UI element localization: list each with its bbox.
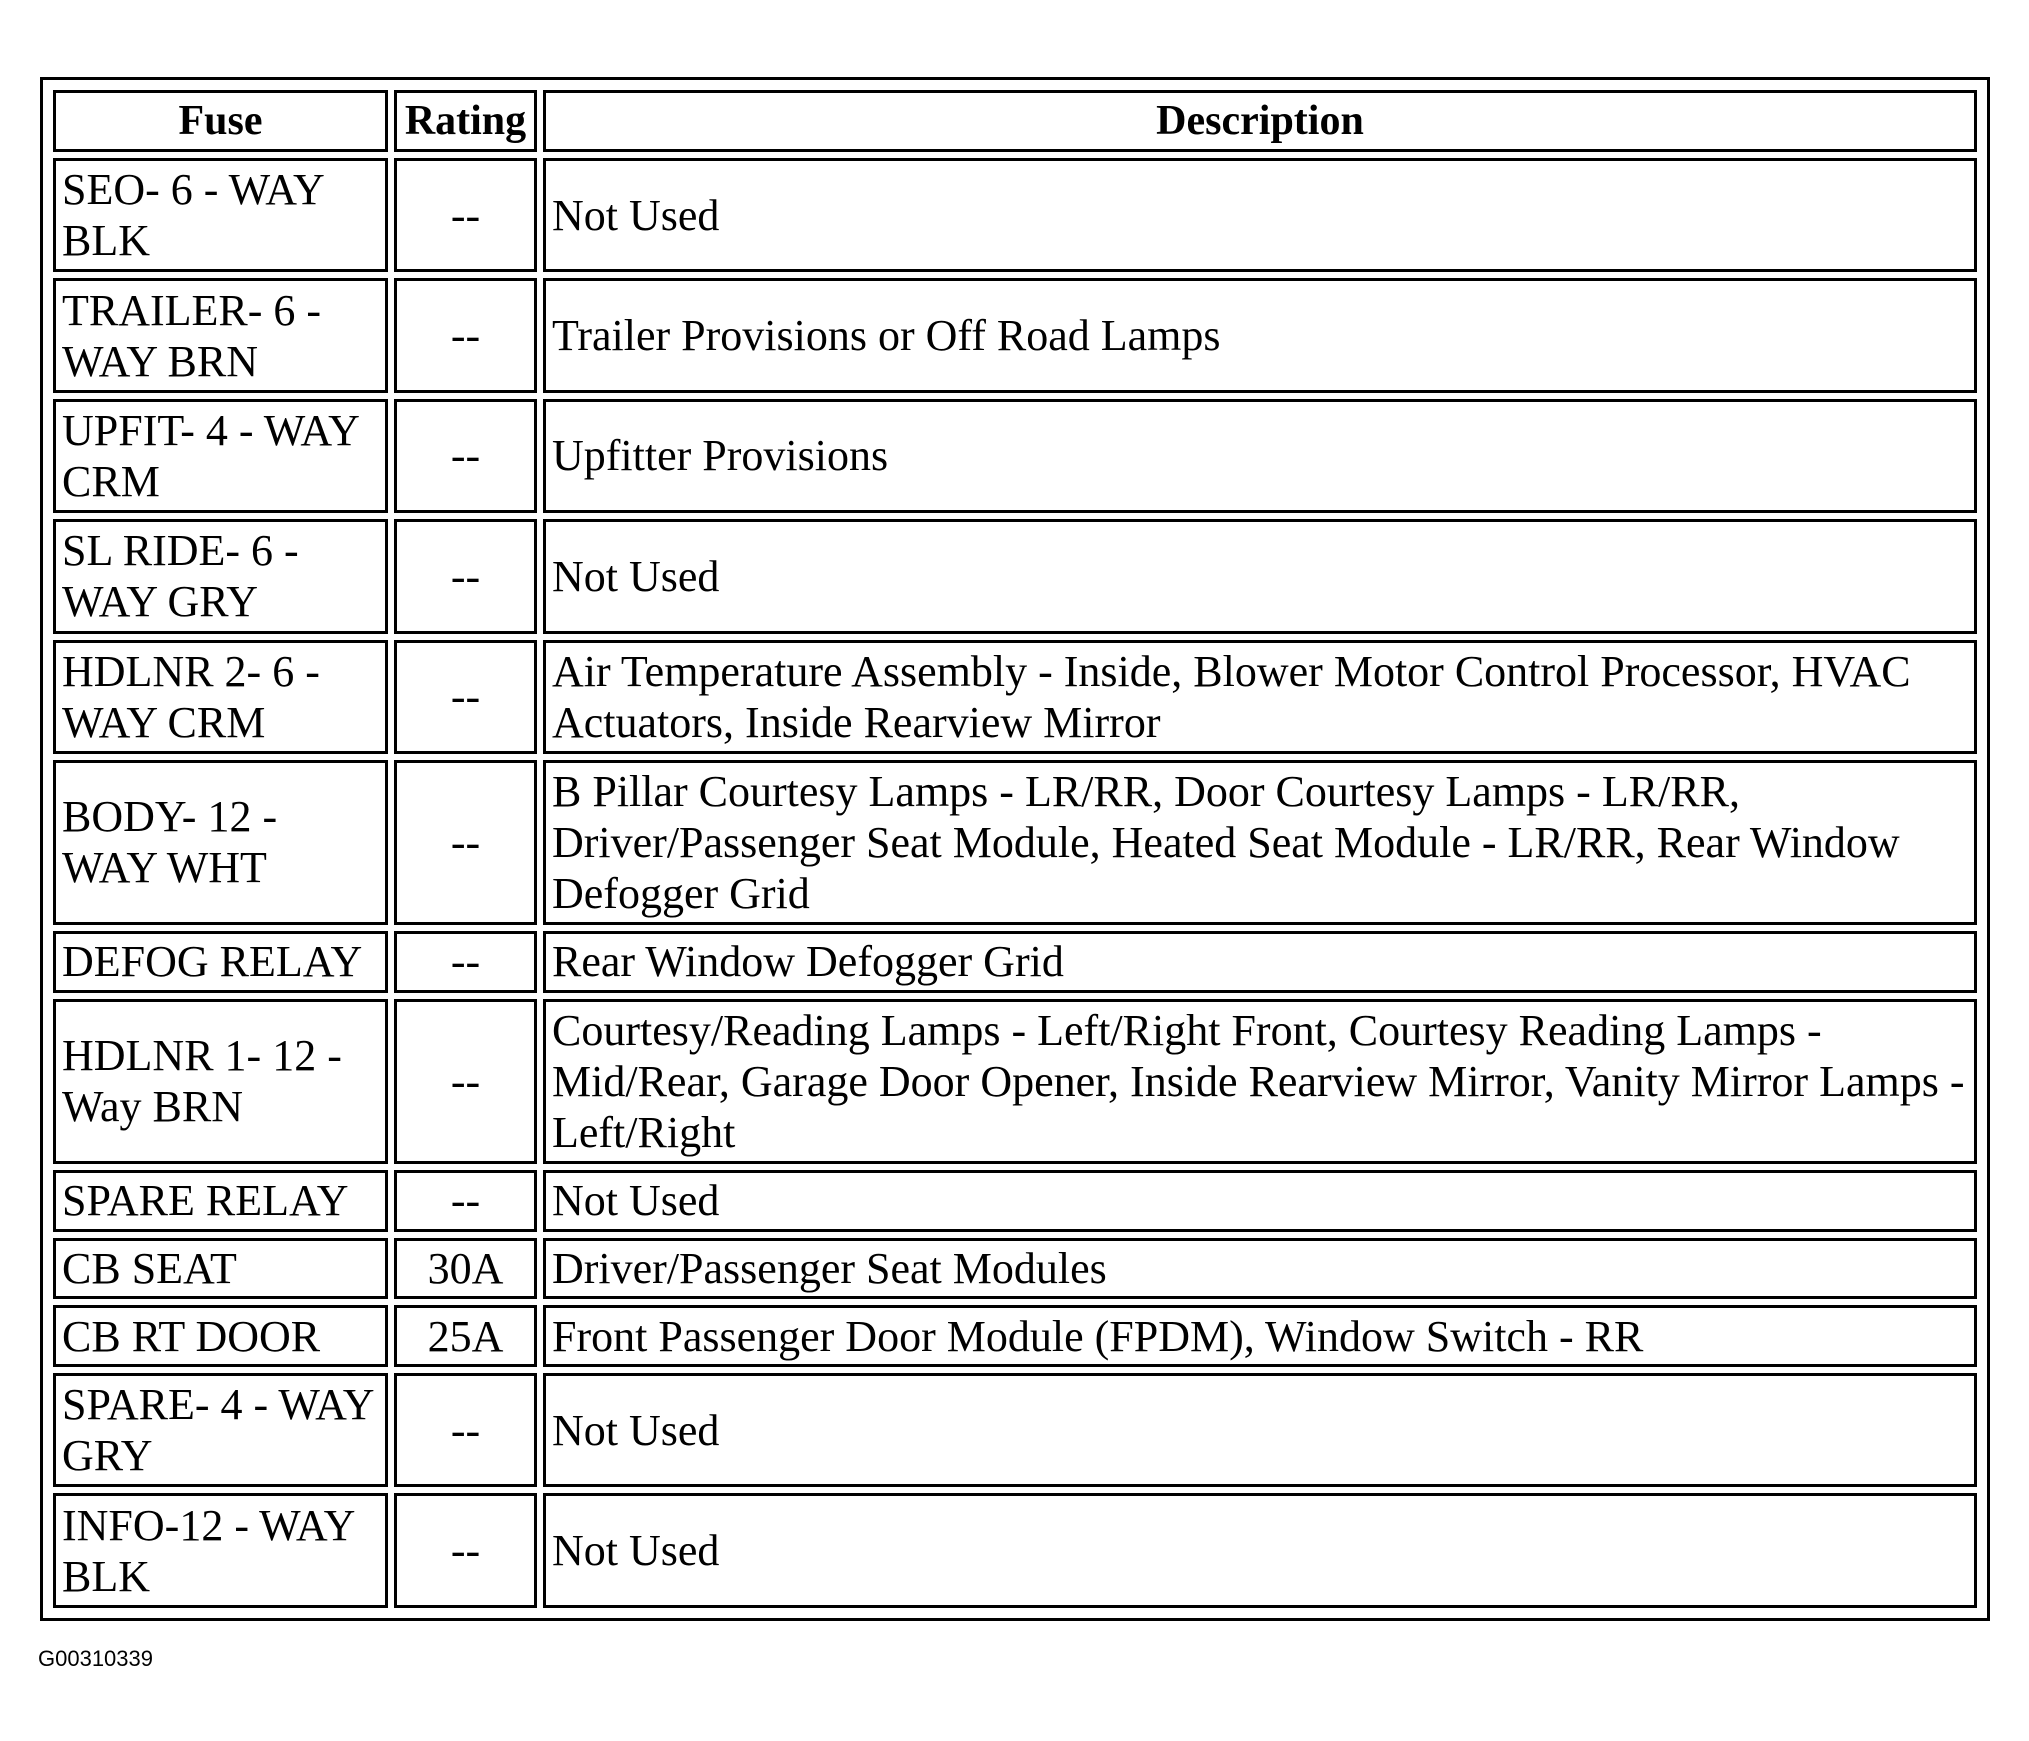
description-cell: Air Temperature Assembly - Inside, Blower Motor Control Processor, HVAC Actuators, Inside Rearview Mirror [543,640,1977,754]
description-cell: Not Used [543,1493,1977,1608]
rating-cell: -- [394,1373,537,1487]
fuse-table [47,84,1983,1614]
rating-cell: -- [394,1493,537,1608]
rating-cell: -- [394,1170,537,1232]
description-cell: Upfitter Provisions [543,399,1977,513]
description-cell: Rear Window Defogger Grid [543,931,1977,993]
fuse-cell: SL RIDE- 6 - WAY GRY [53,519,388,633]
description-cell: Courtesy/Reading Lamps - Left/Right Front, Courtesy Reading Lamps - Mid/Rear, Garage Door Opener, Inside Rearview Mirror, Vanity Mirror Lamps - Left/Right [543,999,1977,1164]
rating-cell: -- [394,278,537,392]
table-row [53,931,1977,993]
fuse-cell: CB RT DOOR [53,1305,388,1367]
fuse-cell: CB SEAT [53,1238,388,1300]
rating-cell: -- [394,931,537,993]
rating-cell: -- [394,640,537,754]
figure-id: G00310339 [38,1646,153,1671]
description-cell: Not Used [543,158,1977,272]
rating-cell: -- [394,519,537,633]
table-row [53,519,1977,633]
rating-cell: -- [394,999,537,1164]
fuse-cell: BODY- 12 - WAY WHT [53,760,388,925]
fuse-cell: INFO-12 - WAY BLK [53,1493,388,1608]
table-row [53,1305,1977,1367]
table-row [53,1373,1977,1487]
table-row [53,1493,1977,1608]
fuse-cell: SPARE- 4 - WAY GRY [53,1373,388,1487]
fuse-cell: SPARE RELAY [53,1170,388,1232]
description-cell: Front Passenger Door Module (FPDM), Window Switch - RR [543,1305,1977,1367]
rating-cell: 25A [394,1305,537,1367]
description-cell: Driver/Passenger Seat Modules [543,1238,1977,1300]
fuse-cell: TRAILER- 6 - WAY BRN [53,278,388,392]
header-rating: Rating [394,90,537,152]
description-cell: B Pillar Courtesy Lamps - LR/RR, Door Courtesy Lamps - LR/RR, Driver/Passenger Seat Module, Heated Seat Module - LR/RR, Rear Window Defogger Grid [543,760,1977,925]
fuse-cell: DEFOG RELAY [53,931,388,993]
table-row [53,760,1977,925]
table-row [53,158,1977,272]
description-cell: Not Used [543,1170,1977,1232]
header-fuse: Fuse [53,90,388,152]
fuse-table-frame [40,77,1990,1621]
fuse-cell: HDLNR 1- 12 - Way BRN [53,999,388,1164]
description-cell: Trailer Provisions or Off Road Lamps [543,278,1977,392]
table-row [53,999,1977,1164]
rating-cell: 30A [394,1238,537,1300]
header-row [53,90,1977,152]
table-row [53,399,1977,513]
table-row [53,640,1977,754]
description-cell: Not Used [543,519,1977,633]
fuse-cell: HDLNR 2- 6 - WAY CRM [53,640,388,754]
header-description: Description [543,90,1977,152]
table-row [53,1170,1977,1232]
rating-cell: -- [394,399,537,513]
rating-cell: -- [394,158,537,272]
description-cell: Not Used [543,1373,1977,1487]
table-row [53,278,1977,392]
fuse-cell: UPFIT- 4 - WAY CRM [53,399,388,513]
fuse-cell: SEO- 6 - WAY BLK [53,158,388,272]
rating-cell: -- [394,760,537,925]
table-row [53,1238,1977,1300]
